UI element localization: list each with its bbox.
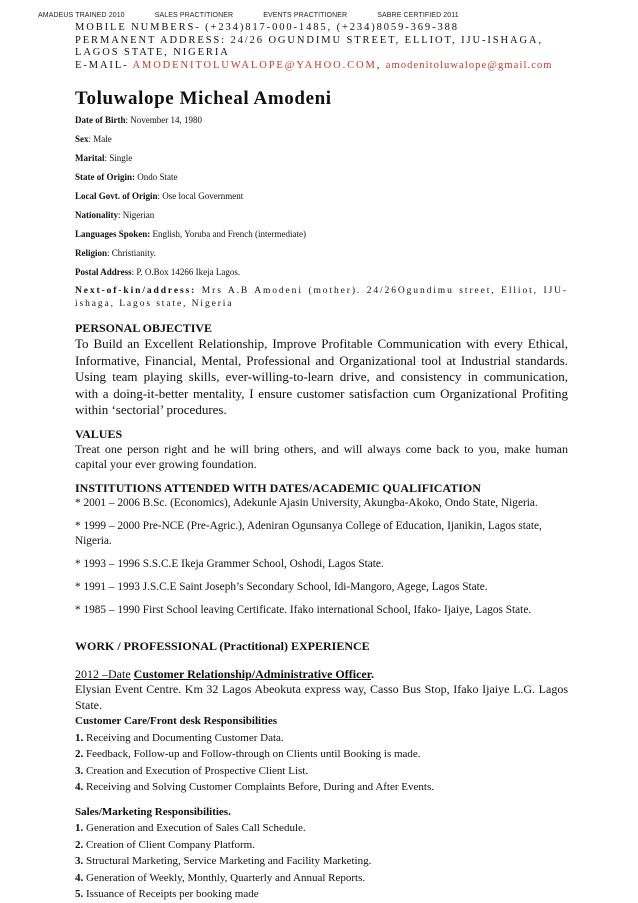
resume-document: [75, 22, 568, 903]
education-entry: * 1991 – 1993 J.S.C.E Saint Joseph’s Secondary School, Idi-Mangoro, Agege, Lagos State.: [75, 580, 488, 593]
job-header: [75, 667, 568, 683]
detail-sex: [75, 133, 568, 145]
list-text: Issuance of Receipts per booking made: [83, 888, 259, 900]
education-entry: * 1999 – 2000 Pre-NCE (Pre-Agric.), Adeniran Ogunsanya College of Education, Ijanikin, Lagos state, Nigeria.: [75, 519, 542, 547]
job-dates: 2012 –Date: [75, 666, 131, 681]
mobile-numbers: MOBILE NUMBERS- (+234)817-000-1485, (+234)8059-369-388: [75, 22, 459, 33]
detail-label: Date of Birth: [75, 115, 126, 125]
detail-value: : November 14, 1980: [125, 115, 202, 125]
list-number: 5.: [75, 888, 84, 900]
section-heading: VALUES: [75, 426, 123, 441]
values-text: Treat one person right and he will bring others, and will always come back to you, make human capital your ever growing foundation.: [75, 441, 568, 471]
detail-label: State of Origin:: [75, 172, 135, 182]
credential-sabre: SABRE CERTIFIED 2011: [377, 12, 459, 19]
list-text: Generation of Weekly, Monthly, Quarterly and Annual Reports.: [83, 871, 366, 884]
customer-care-list: [75, 713, 568, 796]
email-separator: ,: [376, 59, 386, 71]
list-text: Receiving and Solving Customer Complaints Before, During and After Events.: [83, 781, 434, 793]
detail-local-govt: [75, 190, 568, 202]
list-item: [75, 837, 568, 854]
employer-details: Elysian Event Centre. Km 32 Lagos Abeokuta express way, Casso Bus Stop, Ifako Ijaiye L.G. Lagos State.: [75, 682, 568, 712]
detail-value: : Single: [104, 153, 133, 163]
list-item: [75, 746, 568, 763]
list-number: 3.: [75, 855, 84, 867]
permanent-address: PERMANENT ADDRESS: 24/26 OGUNDIMU STREET, ELLIOT, IJU-ISHAGA, LAGOS STATE, NIGERIA: [75, 34, 543, 58]
detail-value: : Nigerian: [118, 210, 155, 220]
detail-postal-address: [75, 266, 568, 278]
job-title: Customer Relationship/Administrative Officer: [133, 666, 371, 681]
list-number: 1.: [75, 731, 84, 744]
list-number: 3.: [75, 764, 84, 777]
list-item: [75, 886, 568, 903]
objective-text: To Build an Excellent Relationship, Improve Profitable Communication with every Ethical, Informative, Financial, Mental, Professional and Organizational tool at Industrial standards. Using team playing skills, ever-willing-to-learn drive, and consistency in communication, with a doing-it-better mentality, I ensure customer satisfaction cum Organizational Profiting within ‘sectorial’ procedures.: [75, 336, 568, 417]
detail-value: : Christianity.: [107, 248, 156, 258]
list-item: [75, 820, 568, 837]
detail-label: Religion: [75, 248, 108, 258]
list-item: [75, 853, 568, 870]
work-experience-section: [75, 639, 568, 903]
list-number: 4.: [75, 781, 84, 793]
next-of-kin-value: Mrs A.B Amodeni (mother). 24/26Ogundimu street, Elliot, IJU-ishaga, Lagos state, Nigeria: [75, 286, 568, 309]
detail-nationality: [75, 209, 568, 221]
list-text: Feedback, Follow-up and Follow-through on Clients until Booking is made.: [83, 748, 421, 760]
list-text: Generation and Execution of Sales Call Schedule.: [83, 822, 306, 834]
list-heading-text: Customer Care/Front desk Responsibilities: [75, 715, 277, 727]
personal-objective-section: [75, 321, 568, 419]
list-text: Creation and Execution of Prospective Client List.: [83, 764, 309, 777]
list-number: 1.: [75, 822, 84, 834]
detail-value: : Male: [88, 134, 112, 144]
candidate-name: Toluwalope Micheal Amodeni: [75, 88, 332, 109]
detail-date-of-birth: [75, 114, 568, 126]
list-item: [75, 730, 568, 747]
list-number: 2.: [75, 838, 84, 851]
detail-label: Sex: [75, 134, 89, 144]
education-section: [75, 481, 568, 618]
detail-label: Languages Spoken:: [75, 229, 151, 239]
list-heading-text: Sales/Marketing Responsibilities.: [75, 805, 231, 818]
job-title-end: .: [370, 666, 374, 681]
detail-languages: [75, 228, 568, 240]
sales-marketing-list: [75, 804, 568, 903]
list-item: [75, 870, 568, 887]
email-line: [75, 60, 568, 73]
values-section: [75, 427, 568, 473]
header-credentials-bar: [38, 12, 487, 19]
section-heading: PERSONAL OBJECTIVE: [75, 321, 213, 335]
email-secondary-link[interactable]: amodenitoluwalope@gmail.com: [385, 59, 553, 71]
email-label: E-MAIL-: [75, 59, 133, 71]
detail-marital: [75, 152, 568, 164]
list-number: 2.: [75, 748, 84, 760]
next-of-kin-label: Next-of-kin/address:: [75, 286, 197, 296]
credential-sales: SALES PRACTITIONER: [154, 12, 234, 19]
detail-label: Marital: [75, 153, 105, 163]
email-primary-link[interactable]: AMODENITOLUWALOPE@YAHOO.COM: [132, 59, 377, 71]
section-heading: INSTITUTIONS ATTENDED WITH DATES/ACADEMIC QUALIFICATION: [75, 480, 481, 495]
education-entry: * 1985 – 1990 First School leaving Certificate. Ifako international School, Ifako- Ijaiye, Lagos State.: [75, 603, 532, 616]
list-heading: [75, 804, 568, 821]
list-item: [75, 763, 568, 780]
list-text: Receiving and Documenting Customer Data.: [83, 731, 284, 744]
detail-label: Local Govt. of Origin: [75, 191, 158, 201]
detail-value: : Ose local Government: [157, 191, 244, 201]
detail-state-of-origin: [75, 171, 568, 183]
credential-events: EVENTS PRACTITIONER: [263, 12, 348, 19]
list-item: [75, 779, 568, 796]
list-heading: [75, 713, 568, 730]
detail-label: Postal Address: [75, 267, 132, 277]
list-text: Creation of Client Company Platform.: [83, 838, 255, 851]
personal-details: [75, 114, 568, 278]
next-of-kin: [75, 285, 568, 311]
detail-label: Nationality: [75, 210, 119, 220]
credential-amadeus: AMADEUS TRAINED 2010: [38, 12, 125, 19]
education-entry: * 2001 – 2006 B.Sc. (Economics), Adekunle Ajasin University, Akungba-Akoko, Ondo State, Nigeria.: [75, 496, 538, 509]
list-number: 4.: [75, 871, 84, 884]
detail-religion: [75, 247, 568, 259]
section-heading: WORK / PROFESSIONAL (Practitional) EXPERIENCE: [75, 638, 370, 653]
detail-value: Ondo State: [135, 172, 178, 182]
education-entry: * 1993 – 1996 S.S.C.E Ikeja Grammer School, Oshodi, Lagos State.: [75, 557, 384, 570]
detail-value: : P. O.Box 14266 Ikeja Lagos.: [131, 267, 241, 277]
list-text: Structural Marketing, Service Marketing and Facility Marketing.: [83, 855, 372, 867]
detail-value: English, Yoruba and French (intermediate): [150, 229, 306, 239]
